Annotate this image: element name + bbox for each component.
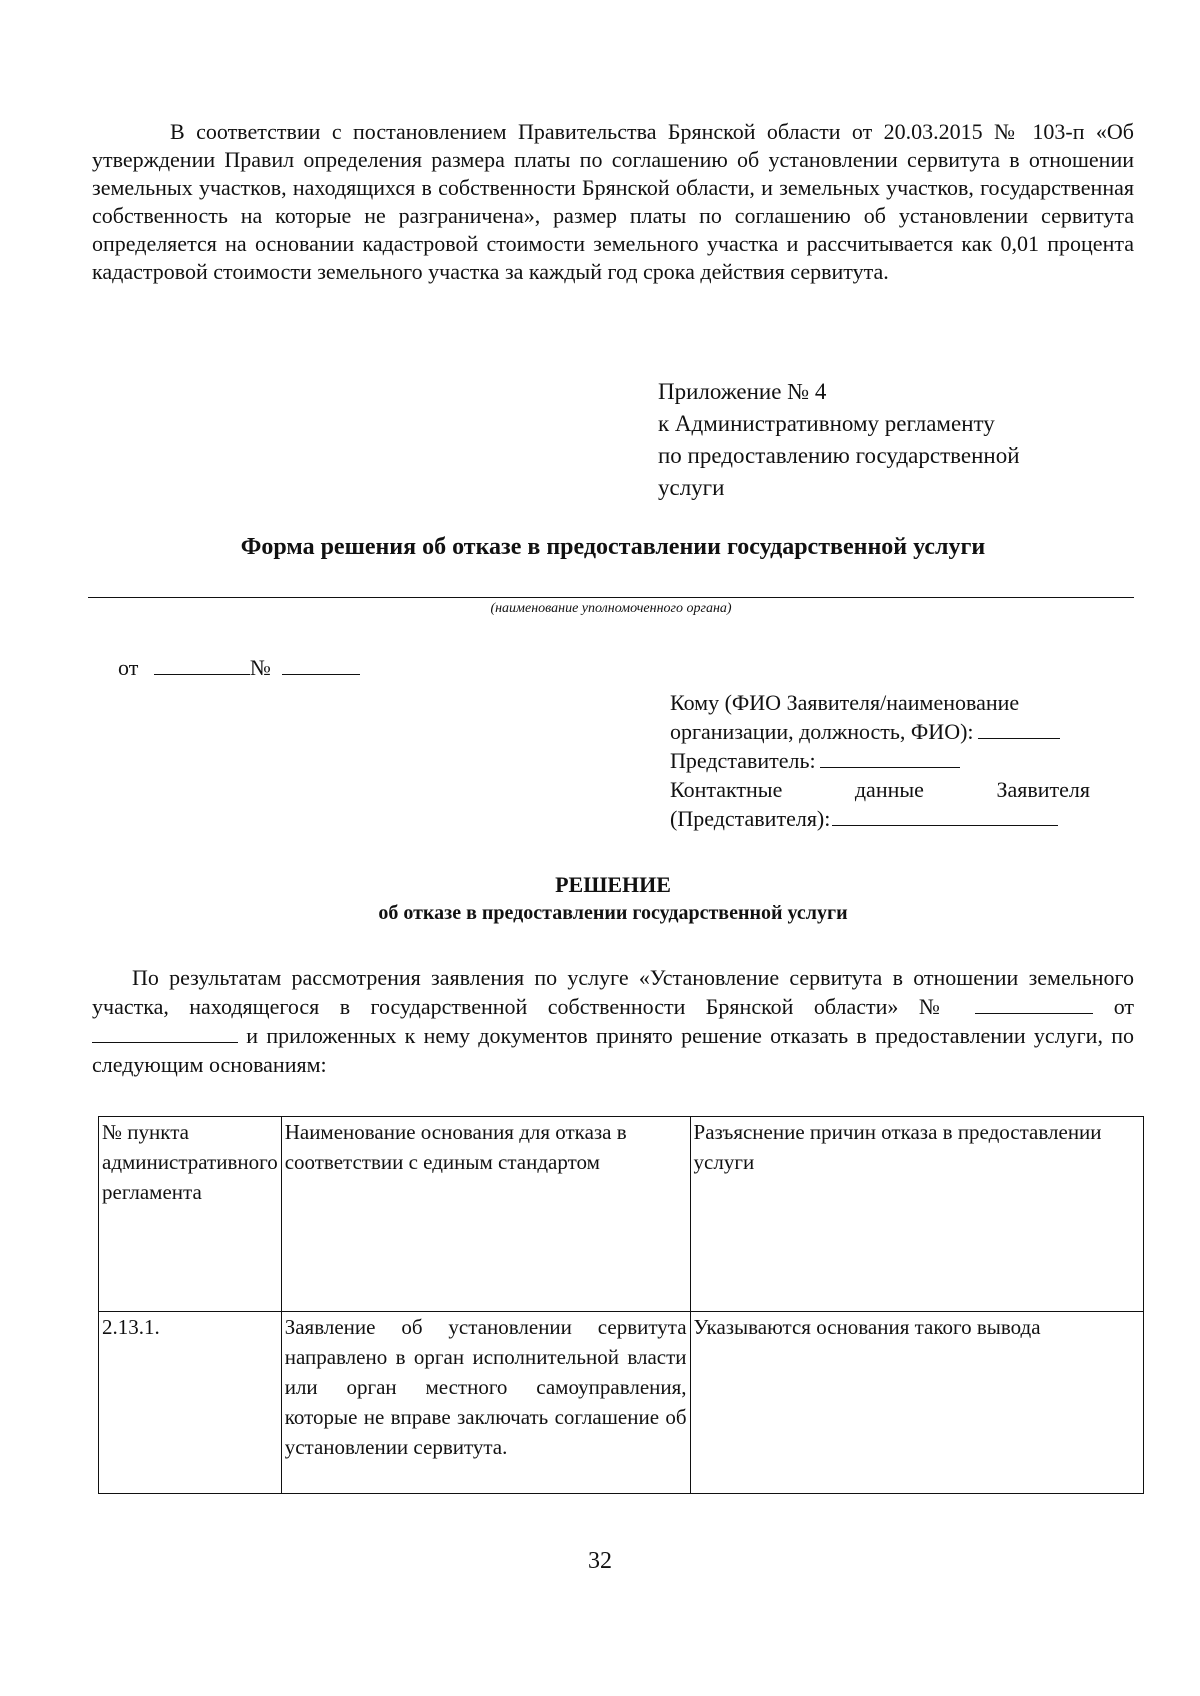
table-cell-explanation: Указываются основания такого вывода	[690, 1312, 1143, 1494]
appendix-line: к Административному регламенту	[658, 411, 995, 436]
recipient-block	[670, 688, 1090, 833]
recipient-line: Кому (ФИО Заявителя/наименование	[670, 690, 1020, 715]
appendix-line: Приложение № 4	[658, 379, 827, 404]
table-cell-point: 2.13.1.	[99, 1312, 282, 1494]
decision-paragraph	[92, 963, 1134, 1079]
decision-text: от	[1113, 994, 1135, 1019]
date-blank	[154, 654, 250, 675]
legal-basis-text: В соответствии с постановлением Правительства Брянской области от 20.03.2015 № 103-п «Об утверждении Правил определения размера платы по соглашению об установлении сервитута в отношении земельных участков, находящихся в собственности Брянской области, и земельных участков, государственная собственность на которые не разграничена», размер платы по соглашению об установлении сервитута определяется на основании кадастровой стоимости земельного участка и рассчитывается как 0,01 процента кадастровой стоимости земельного участка за каждый год срока действия сервитута.	[92, 119, 1134, 284]
number-label: №	[249, 655, 271, 680]
form-title: Форма решения об отказе в предоставлении государственной услуги	[240, 534, 986, 560]
appendix-header	[658, 376, 1098, 504]
decision-text: и приложенных к нему документов принято решение отказать в предоставлении услуги, по следующим основаниям:	[92, 1023, 1135, 1077]
table-header-cell: № пункта административного регламента	[99, 1117, 282, 1312]
recipient-line-2	[670, 717, 1090, 746]
table-header-cell: Разъяснение причин отказа в предоставлении услуги	[690, 1117, 1143, 1312]
table-header-row	[99, 1117, 1144, 1312]
legal-basis-paragraph	[92, 118, 1134, 286]
page-number: 32	[588, 1548, 612, 1574]
date-number-row	[118, 654, 360, 681]
decision-title: РЕШЕНИЕ	[555, 872, 671, 897]
recipient-line-text: организации, должность, ФИО):	[670, 719, 974, 744]
representative-contacts-label: (Представителя):	[670, 806, 831, 831]
appendix-line: по предоставлению государственной	[658, 443, 1020, 468]
number-blank	[282, 654, 360, 675]
decision-subtitle: об отказе в предоставлении государственной услуги	[378, 902, 848, 924]
contacts-word: Контактные	[670, 777, 783, 802]
representative-contacts-line	[670, 804, 1090, 833]
contacts-line	[670, 775, 1090, 804]
representative-line	[670, 746, 1090, 775]
representative-label: Представитель:	[670, 748, 816, 773]
authority-name-line	[88, 597, 1134, 598]
contacts-word: Заявителя	[996, 777, 1090, 802]
authority-name-caption: (наименование уполномоченного органа)	[490, 601, 732, 616]
application-number-blank	[975, 993, 1093, 1014]
refusal-grounds-table	[98, 1116, 1144, 1494]
contacts-blank	[832, 805, 1058, 826]
contacts-word: данные	[854, 777, 924, 802]
date-label: от	[118, 655, 139, 680]
table-row	[99, 1312, 1144, 1494]
representative-blank	[820, 747, 960, 768]
table-header-cell: Наименование основания для отказа в соответствии с единым стандартом	[281, 1117, 690, 1312]
recipient-blank	[978, 718, 1060, 739]
decision-text: По результатам рассмотрения заявления по услуге «Установление сервитута в отношении земельного участка, находящегося в государственной собственности Брянской области» №	[92, 965, 1134, 1019]
table-cell-reason: Заявление об установлении сервитута направлено в орган исполнительной власти или орган местного самоуправления, которые не вправе заключать соглашение об установлении сервитута.	[281, 1312, 690, 1494]
application-date-blank	[92, 1022, 238, 1043]
appendix-line: услуги	[658, 475, 725, 500]
